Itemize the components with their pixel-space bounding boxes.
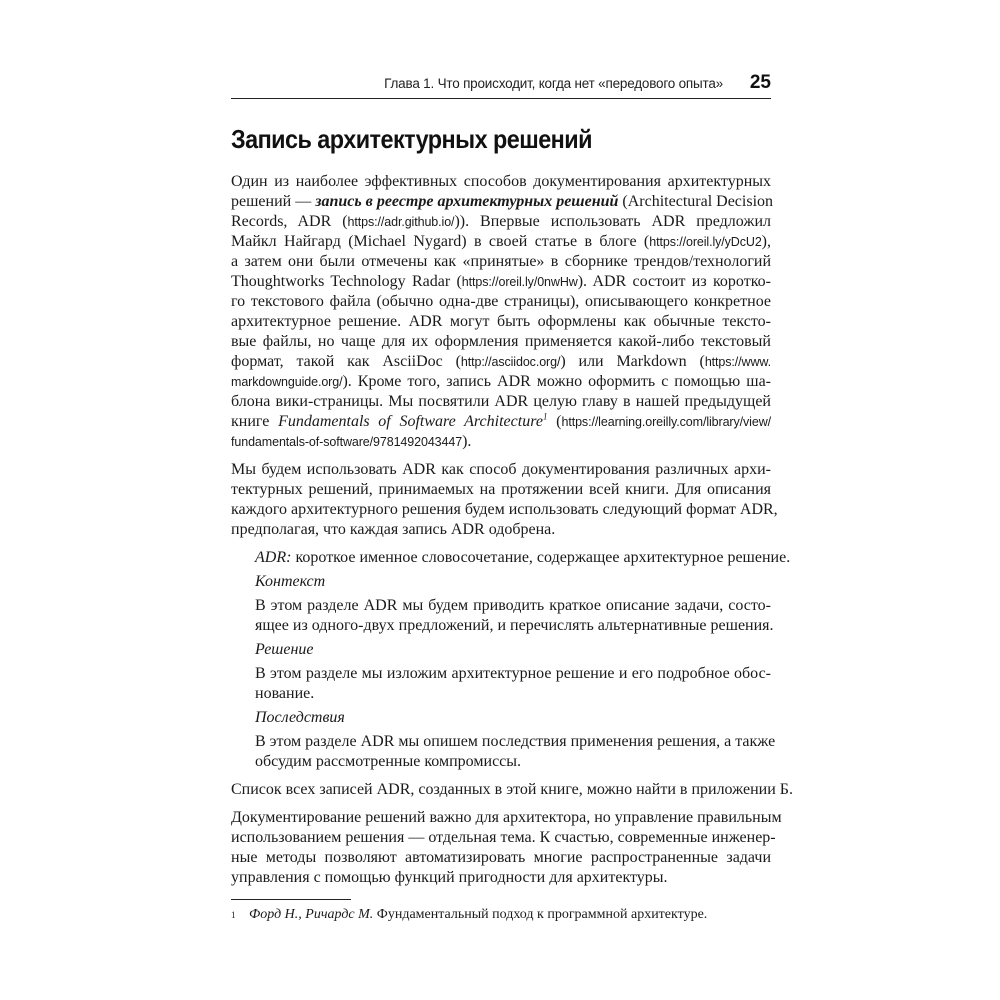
text-line: формат, такой как AsciiDoc (http://asciidoc.org/) или Markdown (https://www. [231, 353, 772, 370]
text-line: обсудим рассмотренные компромиссы. [255, 753, 522, 770]
adr-definition: ADR: короткое именное словосочетание, содержащее архитектурное решение. [255, 549, 791, 566]
oreilly-book-link[interactable]: https://learning.oreilly.com/library/view/ [561, 415, 772, 429]
chapter-title: Глава 1. Что происходит, когда нет «передового опыта» [384, 76, 723, 91]
adr-label: ADR: [255, 549, 292, 566]
text-line: Один из наиболее эффективных способов документирования архитектурных [231, 173, 771, 190]
text-line: markdownguide.org/). Кроме того, запись ADR можно оформить с помощью ша- [231, 373, 771, 390]
decision-label: Решение [255, 641, 314, 658]
tech-radar-link[interactable]: https://oreil.ly/0nwHw [461, 275, 578, 289]
consequences-label: Последствия [255, 709, 345, 726]
text-line: В этом разделе ADR мы опишем последствия применения решения, а также [255, 733, 776, 750]
footnote-authors: Форд Н., Ричардс М. [249, 907, 374, 922]
text-line: управления с помощью функций пригодности для архитектуры. [231, 869, 668, 886]
text-line: Records, ADR (https://adr.github.io/)). Впервые использовать ADR предложил [231, 213, 771, 230]
markdown-link[interactable]: https://www. [704, 355, 772, 369]
term-emphasis: запись в реестре архитектурных решений [315, 193, 619, 210]
text-line: ящее из одного-двух предложений, и перечислять альтернативные решения. [255, 617, 774, 634]
text-line: Майкл Найгард (Michael Nygard) в своей статье в блоге (https://oreil.ly/yDcU2), [231, 233, 771, 250]
nygard-blog-link[interactable]: https://oreil.ly/yDcU2 [649, 235, 762, 249]
section-title: Запись архитектурных решений [231, 124, 592, 154]
context-label: Контекст [255, 573, 326, 590]
text-line: В этом разделе ADR мы будем приводить краткое описание задачи, состо- [255, 597, 771, 614]
text-line: блона вики-страницы. Мы посвятили ADR целую главу в нашей предыдущей [231, 393, 771, 410]
footnote-ref[interactable]: 1 [542, 411, 548, 422]
footnote-divider [231, 899, 351, 900]
markdown-link-continued[interactable]: markdownguide.org/ [231, 375, 343, 389]
text-line: использованием решения — отдельная тема. К счастью, современные инженер- [231, 829, 776, 846]
text-line: предполагая, что каждая запись ADR одобрена. [231, 521, 556, 538]
footnote-mark: 1 [231, 910, 236, 920]
book-title: Fundamentals of Software Architecture$^1$ [278, 411, 548, 430]
text-line: Документирование решений важно для архитектора, но управление правильным [231, 809, 782, 826]
text-line: Мы будем использовать ADR как способ документирования различных архи- [231, 461, 771, 478]
text-line: В этом разделе мы изложим архитектурное решение и его подробное обос- [255, 665, 771, 682]
text-line: архитектурное решение. ADR могут быть оформлены как обычные тексто- [231, 313, 771, 330]
text-line: нование. [255, 685, 315, 702]
running-head [231, 72, 771, 99]
text-line: решений — запись в реестре архитектурных решений (Architectural Decision [231, 193, 774, 210]
footnote [231, 906, 707, 924]
text-line: каждого архитектурного решения будем использовать следующий формат ADR, [231, 501, 778, 518]
footnote-text: Фундаментальный подход к программной архитектуре. [376, 907, 708, 922]
text-line: го текстового файла (обычно одна-две страницы), описывающего конкретное [231, 293, 771, 310]
text-line: книге Fundamentals of Software Architecture$^1$ (https://learning.oreilly.com/library/view/ [231, 411, 772, 430]
text-line: тектурных решений, принимаемых на протяжении всей книги. Для описания [231, 481, 771, 498]
text-line: вые файлы, но чаще для их оформления применяется какой-либо текстовый [231, 333, 771, 350]
page-number: 25 [749, 72, 771, 93]
text-line: Thoughtworks Technology Radar (https://oreil.ly/0nwHw). ADR состоит из коротко- [231, 273, 772, 290]
asciidoc-link[interactable]: http://asciidoc.org/ [460, 355, 561, 369]
text-line: а затем они были отмечены как «принятые» в сборнике трендов/технологий [231, 253, 771, 270]
text-line: ные методы позволяют автоматизировать многие распространенные задачи [231, 849, 771, 866]
text-line: fundamentals-of-software/9781492043447). [231, 433, 472, 450]
paragraph-adr-list: Список всех записей ADR, созданных в этой книге, можно найти в приложении Б. [231, 781, 793, 798]
oreilly-book-link-continued[interactable]: fundamentals-of-software/9781492043447 [231, 435, 463, 449]
book-page [231, 0, 793, 1000]
adr-github-link[interactable]: https://adr.github.io/ [347, 215, 455, 229]
